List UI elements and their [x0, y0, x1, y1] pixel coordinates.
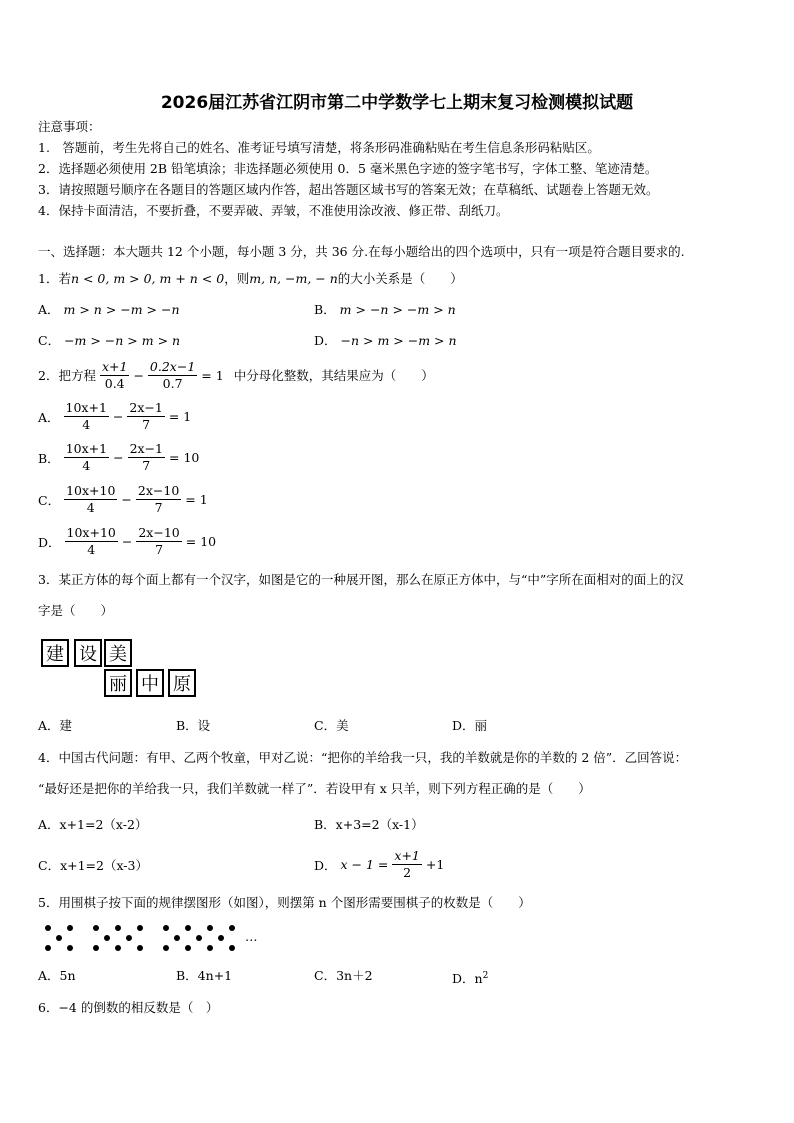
option-fraction: $\frac{10x+1}{4}$ [65, 441, 108, 473]
q2-minus: − [133, 367, 144, 383]
q2-option-b[interactable] [38, 441, 199, 474]
stone [93, 945, 99, 951]
q2-suffix: 中分母化整数，其结果应为（ ） [233, 367, 434, 383]
stone [174, 935, 180, 941]
q2-fraction-2: $\frac{0.2x-1}{0.7}$ [149, 359, 196, 391]
stone [115, 925, 121, 931]
stone [67, 925, 73, 931]
net-cell: 建 [41, 639, 69, 667]
option-label: B． [314, 302, 336, 317]
q1-option-d[interactable] [314, 333, 457, 349]
stone [207, 925, 213, 931]
net-cell: 丽 [104, 669, 132, 697]
q2-prefix: 2．把方程 [38, 367, 96, 383]
q5-option-d[interactable] [452, 968, 488, 987]
q3-option-a[interactable]: A．建 [38, 718, 73, 733]
stone [185, 925, 191, 931]
net-cell: 美 [104, 639, 132, 667]
ellipsis: … [245, 929, 258, 944]
q5-option-b[interactable]: B．4n+1 [176, 968, 233, 983]
option-label: B． [38, 450, 60, 466]
q1-option-b[interactable] [314, 302, 456, 318]
option-text: D．n [452, 971, 483, 987]
option-rhs: = 1 [168, 409, 192, 424]
q2-option-c[interactable] [38, 483, 208, 516]
option-label: C． [38, 333, 61, 348]
option-label: D． [38, 534, 61, 550]
option-text: m > −n > −m > n [339, 302, 456, 317]
q2-fraction-1: $\frac{x+1}{0.4}$ [101, 359, 128, 391]
option-label: A． [38, 302, 60, 317]
q4-option-d[interactable] [314, 848, 444, 881]
option-fraction: $\frac{10x+10}{4}$ [66, 525, 116, 557]
option-fraction: $\frac{10x+1}{4}$ [65, 400, 107, 432]
minus-sign: − [121, 492, 132, 507]
minus-sign: − [112, 409, 124, 424]
stone [126, 935, 132, 941]
option-fraction: $\frac{2x-1}{7}$ [129, 441, 163, 473]
q4-option-a[interactable]: A．x+1=2（x-2） [38, 817, 148, 832]
q5-text: 5．用围棋子按下面的规律摆图形（如图），则摆第 n 个图形需要围棋子的枚数是（ ） [38, 895, 531, 910]
exponent: 2 [482, 971, 489, 981]
q1-option-c[interactable] [38, 333, 180, 349]
option-label: A． [38, 409, 60, 425]
option-rhs: = 1 [185, 492, 208, 507]
stone [56, 935, 62, 941]
net-cell: 中 [136, 669, 164, 697]
net-cell: 原 [168, 669, 196, 697]
minus-sign: − [113, 450, 124, 465]
q6-text: 6．−4 的倒数的相反数是（ ） [38, 1000, 219, 1015]
option-text: −n > m > −m > n [340, 333, 457, 348]
q1-mid: ，则 [224, 271, 250, 286]
option-rhs: = 10 [185, 534, 217, 549]
stone [229, 945, 235, 951]
stone [45, 945, 51, 951]
option-label: C． [38, 492, 61, 508]
option-rhs: = 10 [169, 450, 200, 465]
stone [229, 925, 235, 931]
minus-sign: − [121, 534, 133, 549]
q3-line-1: 3．某正方体的每个面上都有一个汉字，如图是它的一种展开图，那么在原正方体中，与“中”字所在面相对的面上的汉 [38, 572, 684, 587]
option-fraction: $\frac{10x+10}{4}$ [66, 483, 116, 515]
stone [67, 945, 73, 951]
stone [207, 945, 213, 951]
stone [163, 925, 169, 931]
option-text: −m > −n > m > n [64, 333, 181, 348]
q1-prefix: 1．若 [38, 271, 71, 286]
stone [137, 925, 143, 931]
option-fraction: $\frac{2x-1}{7}$ [129, 400, 163, 432]
option-right: +1 [425, 857, 445, 872]
q2-rhs: = 1 [201, 367, 224, 383]
q1-vars: m, n, −m, − n [249, 271, 338, 286]
option-label: D． [314, 333, 337, 348]
stone [45, 925, 51, 931]
stone [104, 935, 110, 941]
q3-line-2: 字是（ ） [38, 603, 114, 618]
option-fraction: $\frac{x+1}{2}$ [394, 848, 420, 880]
stone [218, 935, 224, 941]
q3-option-d[interactable]: D．丽 [452, 718, 488, 733]
option-label: D． [314, 857, 337, 873]
stone [137, 945, 143, 951]
q4-option-c[interactable]: C．x+1=2（x-3） [38, 858, 148, 873]
stone [163, 945, 169, 951]
option-left: x − 1 = [340, 857, 389, 872]
stone [115, 945, 121, 951]
note-item-2: 2．选择题必须使用 2B 铅笔填涂；非选择题必须使用 0．5 毫米黑色字迹的签字笔书写，字体工整、笔迹清楚。 [38, 161, 658, 176]
note-item-3: 3．请按照题号顺序在各题目的答题区域内作答，超出答题区域书写的答案无效；在草稿纸、试题卷上答题无效。 [38, 182, 659, 197]
option-fraction: $\frac{2x-10}{7}$ [138, 525, 180, 557]
q3-option-b[interactable]: B．设 [176, 718, 211, 733]
q1-suffix: 的大小关系是（ ） [337, 271, 463, 286]
question-2 [38, 359, 434, 392]
note-item-1: 1. 答题前，考生先将自己的姓名、准考证号填写清楚，将条形码准确粘贴在考生信息条形码粘贴区。 [38, 140, 600, 155]
q1-condition: n < 0, m > 0, m + n < 0 [70, 271, 225, 286]
q5-option-a[interactable]: A．5n [38, 968, 76, 983]
question-1 [38, 271, 463, 287]
q2-option-d[interactable] [38, 525, 216, 558]
option-fraction: $\frac{2x-10}{7}$ [137, 483, 180, 515]
option-text: m > n > −m > −n [63, 302, 180, 317]
q4-line-2: “最好还是把你的羊给我一只，我们羊数就一样了”．若设甲有 x 只羊，则下列方程正确的是（ ） [38, 781, 591, 796]
stone [93, 925, 99, 931]
note-item-4: 4．保持卡面清洁，不要折叠，不要弄破、弄皱，不准使用涂改液、修正带、刮纸刀。 [38, 203, 509, 218]
net-cell: 设 [74, 639, 102, 667]
q1-option-a[interactable] [38, 302, 180, 318]
q2-option-a[interactable] [38, 400, 191, 433]
q5-option-c[interactable]: C．3n＋2 [314, 968, 373, 983]
stone [196, 935, 202, 941]
q4-line-1: 4．中国古代问题：有甲、乙两个牧童，甲对乙说：“把你的羊给我一只，我的羊数就是你的羊数的 2 倍”．乙回答说： [38, 750, 688, 765]
q3-option-c[interactable]: C．美 [314, 718, 349, 733]
page-title: 2026届江苏省江阴市第二中学数学七上期末复习检测模拟试题 [160, 93, 634, 113]
q4-option-b[interactable]: B．x+3=2（x-1） [314, 817, 424, 832]
section-heading: 一、选择题：本大题共 12 个小题，每小题 3 分，共 36 分.在每小题给出的四个选项中，只有一项是符合题目要求的. [38, 244, 685, 259]
notes-heading: 注意事项： [38, 119, 101, 134]
stone [185, 945, 191, 951]
